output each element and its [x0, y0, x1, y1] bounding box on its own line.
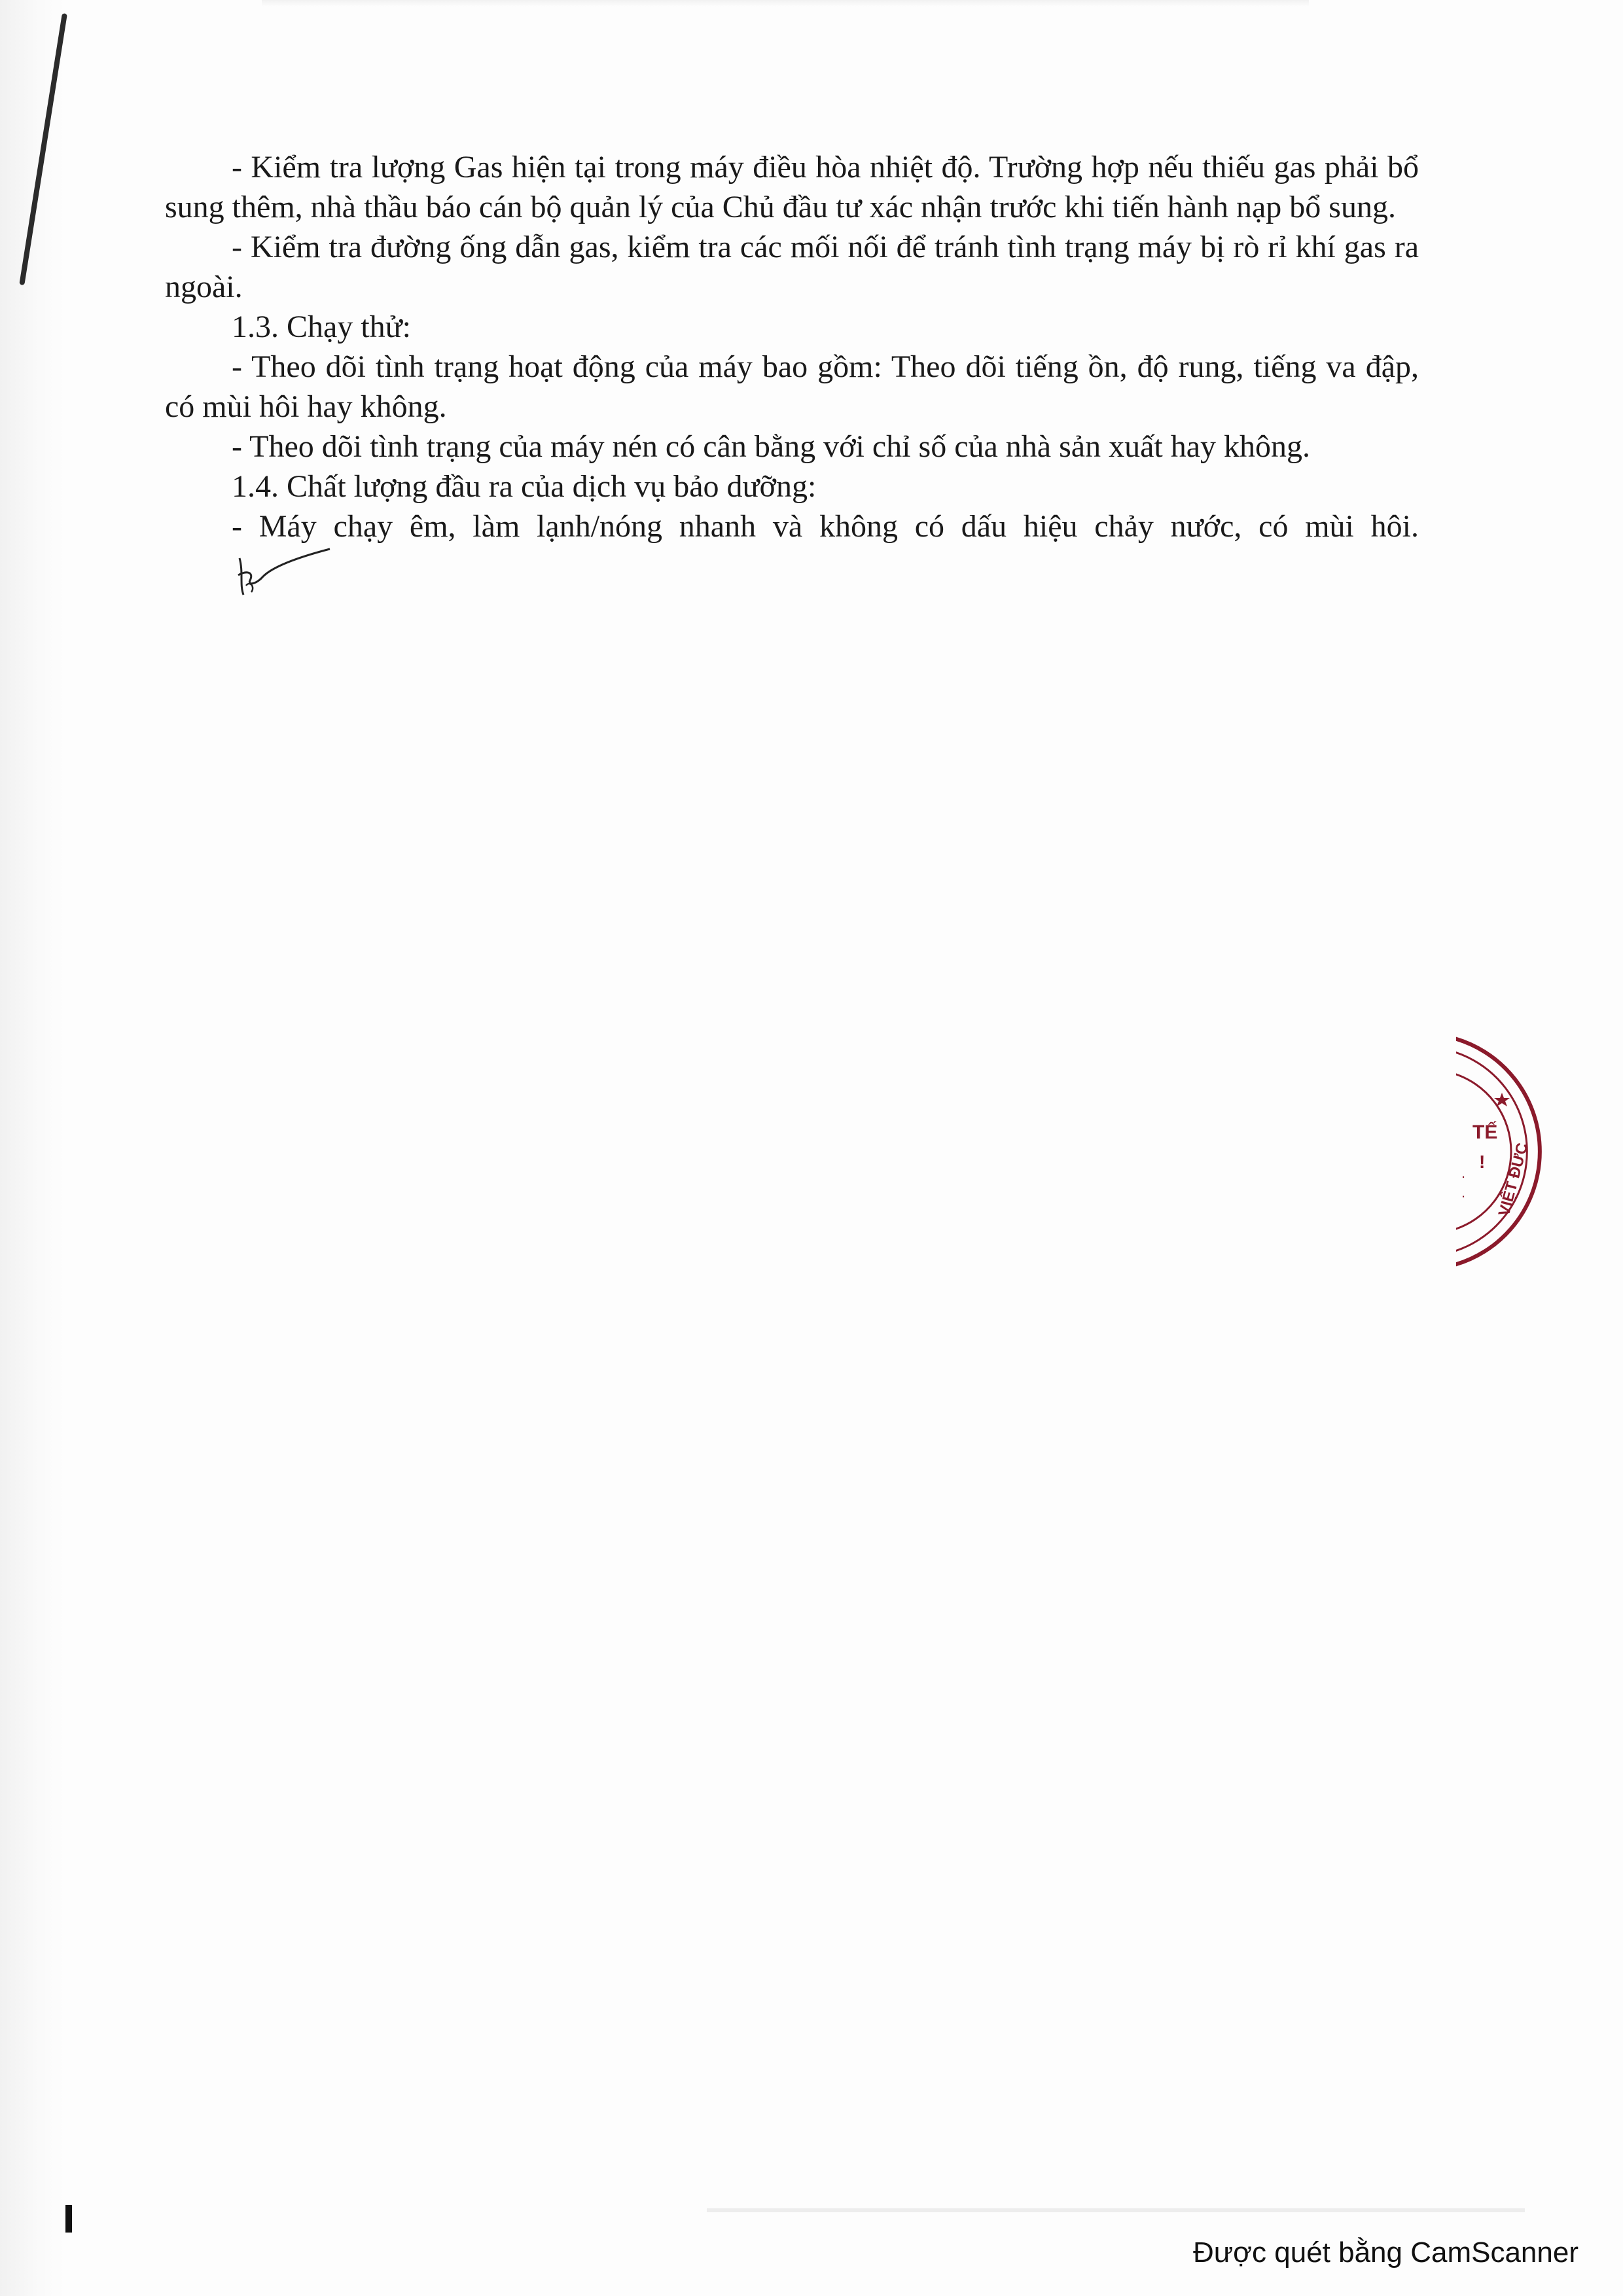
paragraph-monitor-operation: - Theo dõi tình trạng hoạt động của máy bao gồm: Theo dõi tiếng ồn, độ rung, tiếng va đập, có mùi hôi hay không. [165, 349, 1419, 424]
camscanner-watermark: Được quét bằng CamScanner [1192, 2236, 1578, 2269]
stamp-text-te: TẾ [1472, 1122, 1498, 1143]
scan-bleed-top [262, 0, 1309, 7]
binding-mark-bottom [65, 2205, 72, 2233]
paragraph-output-quality-text: - Máy chạy êm, làm lạnh/nóng nhanh và không có dấu hiệu chảy nước, có mùi hôi. [232, 509, 1419, 544]
handwritten-initials [168, 546, 332, 609]
paragraph-gas-pipe: - Kiểm tra đường ống dẫn gas, kiểm tra các mối nối để tránh tình trạng máy bị rò rỉ khí gas ra ngoài. [165, 230, 1419, 304]
stamp-text-viet-duc: VIỆT ĐỨC [1495, 1140, 1532, 1218]
paragraph-gas-level: - Kiểm tra lượng Gas hiện tại trong máy điều hòa nhiệt độ. Trường hợp nếu thiếu gas phải bổ sung thêm, nhà thầu báo cán bộ quản lý của Chủ đầu tư xác nhận trước khi tiến hành nạp bổ sung. [165, 150, 1419, 224]
svg-text:.: . [1461, 1165, 1466, 1181]
svg-text:.: . [1461, 1184, 1466, 1201]
scan-shadow-left [0, 0, 65, 2296]
paragraph-monitor-compressor: - Theo dõi tình trạng của máy nén có cân bằng với chỉ số của nhà sản xuất hay không. [232, 429, 1311, 464]
company-seal [1456, 1027, 1567, 1276]
paragraph-output-quality [165, 506, 1419, 609]
document-body [165, 147, 1419, 609]
heading-test-run: 1.3. Chạy thử: [232, 309, 412, 344]
heading-output-quality: 1.4. Chất lượng đầu ra của dịch vụ bảo dưỡng: [232, 469, 817, 504]
stamp-text-mark: ! [1479, 1152, 1486, 1172]
scan-bleed-bottom [707, 2208, 1525, 2212]
